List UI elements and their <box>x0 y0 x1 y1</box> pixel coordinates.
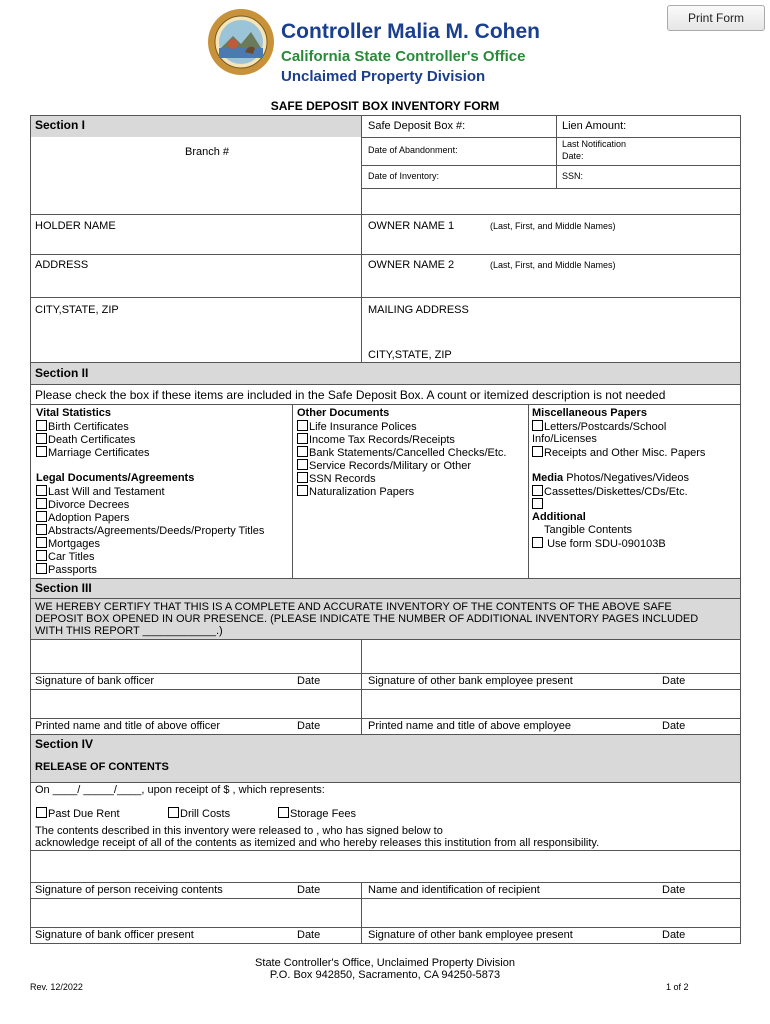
other-employee-signature-label: Signature of other bank employee present <box>368 675 573 687</box>
checkbox-row[interactable]: Life Insurance Polices <box>297 420 506 433</box>
certification-line-1: WE HEREBY CERTIFY THAT THIS IS A COMPLETE AND ACCURATE INVENTORY OF THE CONTENTS OF THE ABOVE SAFE <box>35 601 672 613</box>
checkbox-row[interactable]: Passports <box>36 563 264 576</box>
section4-header-bg <box>30 734 740 782</box>
past-due-rent-option[interactable]: Past Due Rent <box>36 807 120 821</box>
legal-documents-title: Legal Documents/Agreements <box>36 472 195 484</box>
tangible-contents-label: Tangible Contents <box>544 524 633 536</box>
section1-title: Section I <box>35 118 86 132</box>
checkbox[interactable] <box>532 485 543 496</box>
checkbox-row[interactable]: Marriage Certificates <box>36 446 149 459</box>
checkbox-row[interactable]: Service Records/Military or Other <box>297 459 506 472</box>
box-number-label: Safe Deposit Box #: <box>368 120 466 132</box>
branch-label: Branch # <box>185 146 230 158</box>
vital-statistics-title: Vital Statistics <box>36 407 111 419</box>
checkbox[interactable] <box>36 420 47 431</box>
inventory-date-label: Date of Inventory: <box>368 171 440 181</box>
checkbox-row[interactable]: SSN Records <box>297 472 506 485</box>
misc-continuation: Info/Licenses <box>532 433 597 445</box>
checkbox-row[interactable]: Cassettes/Diskettes/CDs/Etc. <box>532 485 689 498</box>
section2-header-bg <box>30 362 740 384</box>
employee-present-signature-label: Signature of other bank employee present <box>368 929 573 941</box>
certification-line-2: DEPOSIT BOX OPENED IN OUR PRESENCE. (PLEASE INDICATE THE NUMBER OF ADDITIONAL INVENTORY PAGES INCLUDED <box>35 613 699 625</box>
checkbox[interactable] <box>297 446 308 457</box>
office-name: California State Controller's Office <box>281 48 526 65</box>
checkbox[interactable] <box>297 459 308 470</box>
checkbox-row[interactable]: Receipts and Other Misc. Papers <box>532 446 705 459</box>
checkbox[interactable] <box>36 524 47 535</box>
release-statement-line-1: The contents described in this inventory were released to , who has signed below to <box>35 825 443 837</box>
checkbox[interactable] <box>36 511 47 522</box>
owner-name-1-hint: (Last, First, and Middle Names) <box>490 221 616 231</box>
date-label: Date <box>297 929 321 941</box>
last-notification-label: Last Notification <box>562 139 627 149</box>
additional-title: Additional <box>532 511 586 523</box>
checkbox-row[interactable]: Abstracts/Agreements/Deeds/Property Titles <box>36 524 264 537</box>
date-label: Date <box>662 929 686 941</box>
checkbox-row[interactable]: Car Titles <box>36 550 264 563</box>
date-label: Date <box>297 675 321 687</box>
release-on-line: On ____/ _____/____, upon receipt of $ , which represents: <box>35 784 325 796</box>
bank-officer-signature-label: Signature of bank officer <box>35 675 155 687</box>
checkbox[interactable] <box>532 498 543 509</box>
officer-present-signature-label: Signature of bank officer present <box>35 929 194 941</box>
footer-address: P.O. Box 942850, Sacramento, CA 94250-5873 <box>269 969 501 981</box>
address-label: ADDRESS <box>35 259 89 271</box>
footer-office: State Controller's Office, Unclaimed Property Division <box>255 957 515 969</box>
division-name: Unclaimed Property Division <box>281 68 486 85</box>
checkbox[interactable] <box>532 446 543 457</box>
date-label: Date <box>662 675 686 687</box>
legal-documents-list <box>36 472 264 576</box>
checkbox[interactable] <box>36 498 47 509</box>
section4-title: Section IV <box>35 737 94 751</box>
checkbox-row[interactable]: Bank Statements/Cancelled Checks/Etc. <box>297 446 506 459</box>
employee-printed-name-label: Printed name and title of above employee <box>368 720 572 732</box>
owner-name-1-label: OWNER NAME 1 <box>368 220 455 232</box>
owner-name-2-label: OWNER NAME 2 <box>368 259 455 271</box>
checkbox-row[interactable]: Income Tax Records/Receipts <box>297 433 506 446</box>
checkbox[interactable] <box>36 433 47 444</box>
date-label: Date <box>297 720 321 732</box>
checkbox[interactable] <box>297 472 308 483</box>
owner-city-label: CITY,STATE, ZIP <box>368 349 452 361</box>
page-number: 1 of 2 <box>666 982 689 992</box>
checkbox[interactable] <box>36 807 47 818</box>
form-title: SAFE DEPOSIT BOX INVENTORY FORM <box>270 99 500 113</box>
other-documents-list <box>297 407 506 498</box>
checkbox[interactable] <box>36 485 47 496</box>
checkbox-row[interactable]: Last Will and Testament <box>36 485 264 498</box>
checkbox[interactable] <box>297 485 308 496</box>
section3-title: Section III <box>35 581 92 595</box>
abandonment-date-label: Date of Abandonment: <box>368 145 458 155</box>
checkbox-row[interactable]: Use form SDU-090103B <box>532 537 689 550</box>
checkbox-row[interactable] <box>532 498 689 511</box>
holder-name-label: HOLDER NAME <box>35 220 116 232</box>
checkbox[interactable] <box>532 537 543 548</box>
receiver-signature-label: Signature of person receiving contents <box>35 884 223 896</box>
release-of-contents-heading: RELEASE OF CONTENTS <box>35 761 169 773</box>
section2-title: Section II <box>35 366 89 380</box>
vital-statistics-list <box>36 407 149 459</box>
certification-line-3: WITH THIS REPORT ____________.) <box>35 625 223 637</box>
controller-name: Controller Malia M. Cohen <box>281 20 541 43</box>
ssn-label: SSN: <box>562 171 584 181</box>
checkbox[interactable] <box>297 433 308 444</box>
checkbox[interactable] <box>532 420 543 431</box>
checkbox[interactable] <box>297 420 308 431</box>
section2-instruction: Please check the box if these items are included in the Safe Deposit Box. A count or itemized description is not needed <box>35 388 666 402</box>
checkbox[interactable] <box>168 807 179 818</box>
checkbox-row[interactable]: Divorce Decrees <box>36 498 264 511</box>
drill-costs-option[interactable]: Drill Costs <box>168 807 230 821</box>
date-label: Date <box>297 884 321 896</box>
print-form-button[interactable]: Print Form <box>667 5 765 31</box>
media-description: Photos/Negatives/Videos <box>566 472 689 484</box>
media-list <box>532 472 689 550</box>
section3-header-bg <box>30 578 740 598</box>
checkbox-row[interactable]: Birth Certificates <box>36 420 149 433</box>
checkbox[interactable] <box>278 807 289 818</box>
lien-amount-label: Lien Amount: <box>562 120 627 132</box>
checkbox[interactable] <box>36 550 47 561</box>
state-seal-icon <box>207 8 275 76</box>
owner-name-2-hint: (Last, First, and Middle Names) <box>490 260 616 270</box>
checkbox[interactable] <box>36 446 47 457</box>
checkbox-row[interactable]: Adoption Papers <box>36 511 264 524</box>
holder-city-label: CITY,STATE, ZIP <box>35 304 119 316</box>
checkbox[interactable] <box>36 537 47 548</box>
storage-fees-option[interactable]: Storage Fees <box>278 807 356 821</box>
checkbox-row[interactable]: Letters/Postcards/School <box>532 420 705 433</box>
checkbox-row[interactable]: Mortgages <box>36 537 264 550</box>
officer-printed-name-label: Printed name and title of above officer <box>35 720 221 732</box>
checkbox-row[interactable]: Death Certificates <box>36 433 149 446</box>
date-label: Date <box>662 720 686 732</box>
last-notification-date-label: Date: <box>562 151 584 161</box>
release-statement-line-2: acknowledge receipt of all of the contents as itemized and who hereby releases this institution from all responsibility. <box>35 837 600 849</box>
checkbox[interactable] <box>36 563 47 574</box>
recipient-identification-label: Name and identification of recipient <box>368 884 540 896</box>
checkbox-row[interactable]: Naturalization Papers <box>297 485 506 498</box>
mailing-address-label: MAILING ADDRESS <box>368 304 469 316</box>
revision-label: Rev. 12/2022 <box>30 982 83 992</box>
misc-papers-list <box>532 407 705 459</box>
other-documents-title: Other Documents <box>297 407 390 419</box>
date-label: Date <box>662 884 686 896</box>
media-title: Media <box>532 472 564 484</box>
misc-papers-title: Miscellaneous Papers <box>532 407 647 419</box>
